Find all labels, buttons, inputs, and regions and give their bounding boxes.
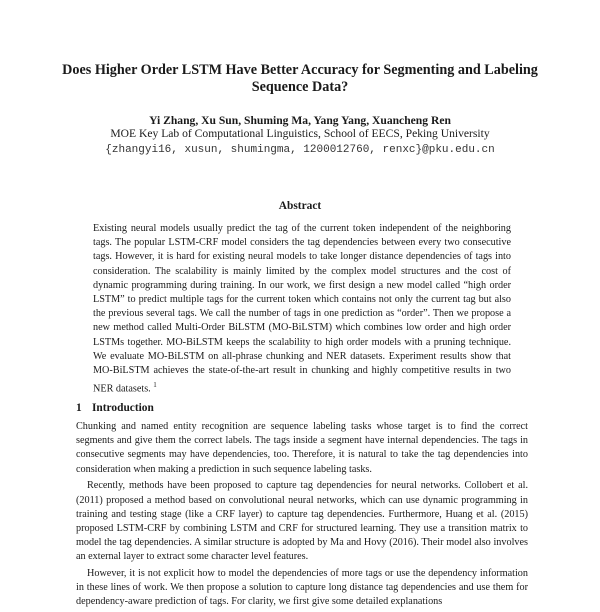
section-heading-introduction	[76, 402, 376, 414]
section-title: Introduction	[92, 402, 154, 414]
abstract-heading: Abstract	[278, 200, 322, 212]
footnote-mark: 1	[153, 381, 157, 390]
author-list: Yi Zhang, Xu Sun, Shuming Ma, Yang Yang, Xuancheng Ren	[149, 114, 451, 127]
introduction-body	[76, 420, 528, 612]
author-emails: {zhangyi16, xusun, shumingma, 1200012760, renxc}@pku.edu.cn	[105, 144, 495, 156]
paragraph-3: However, it is not explicit how to model the dependencies of more tags or use the dependency information in these lines of work. We then propose a solution to capture long distance tag dependencies and use them for dependency-aware prediction of tags. For clarity, we first give some detailed explanations	[76, 568, 528, 608]
paragraph-2: Recently, methods have been proposed to capture tag dependencies for neural networks. Collobert et al. (2011) proposed a method based on convolutional neural networks, which can use dynamic programming in training and testing stage (like a CRF layer) to capture tag dependencies. Furthermore, Huang et al. (2015) proposed LSTM-CRF by combining LSTM and CRF for structured learning. They use a transition matrix to model the tag dependencies. A similar structure is adopted by Ma and Hovy (2016). Their model also involves an external layer to extract some character level features.	[76, 480, 528, 563]
paragraph-1: Chunking and named entity recognition are sequence labeling tasks whose target is to find the correct segments and give them the correct labels. The tags inside a segment have internal dependencies. The tags in consecutive segments may have dependencies, too. Therefore, it is natural to take the tag dependencies into consideration when making a prediction in such sequence labeling tasks.	[76, 421, 528, 475]
section-number: 1	[76, 402, 82, 414]
paper-title: Does Higher Order LSTM Have Better Accuracy for Segmenting and Labeling Sequence Data?	[62, 62, 538, 95]
abstract-body	[93, 222, 511, 397]
affiliation: MOE Key Lab of Computational Linguistics, School of EECS, Peking University	[110, 127, 490, 140]
abstract-text: Existing neural models usually predict the tag of the current token independent of the neighboring tags. The popular LSTM-CRF model considers the tag dependencies between every two consecutive tags. However, it is hard for existing neural models to take longer distance dependencies of tags into consideration. The scalability is mainly limited by the complex model structures and the cost of dynamic programming during training. In our work, we first design a new model called “high order LSTM” to predict multiple tags for the current token which contains not only the current tag but also the previous several tags. We call the number of tags in one prediction as “order”. Then we propose a new method called Multi-Order BiLSTM (MO-BiLSTM) which combines low order and high order LSTMs together. MO-BiLSTM keeps the scalability to high order models with a pruning technique. We evaluate MO-BiLSTM on all-phrase chunking and NER datasets. Experiment results show that MO-BiLSTM achieves the state-of-the-art result in chunking and highly competitive results in two NER datasets.	[93, 223, 511, 395]
